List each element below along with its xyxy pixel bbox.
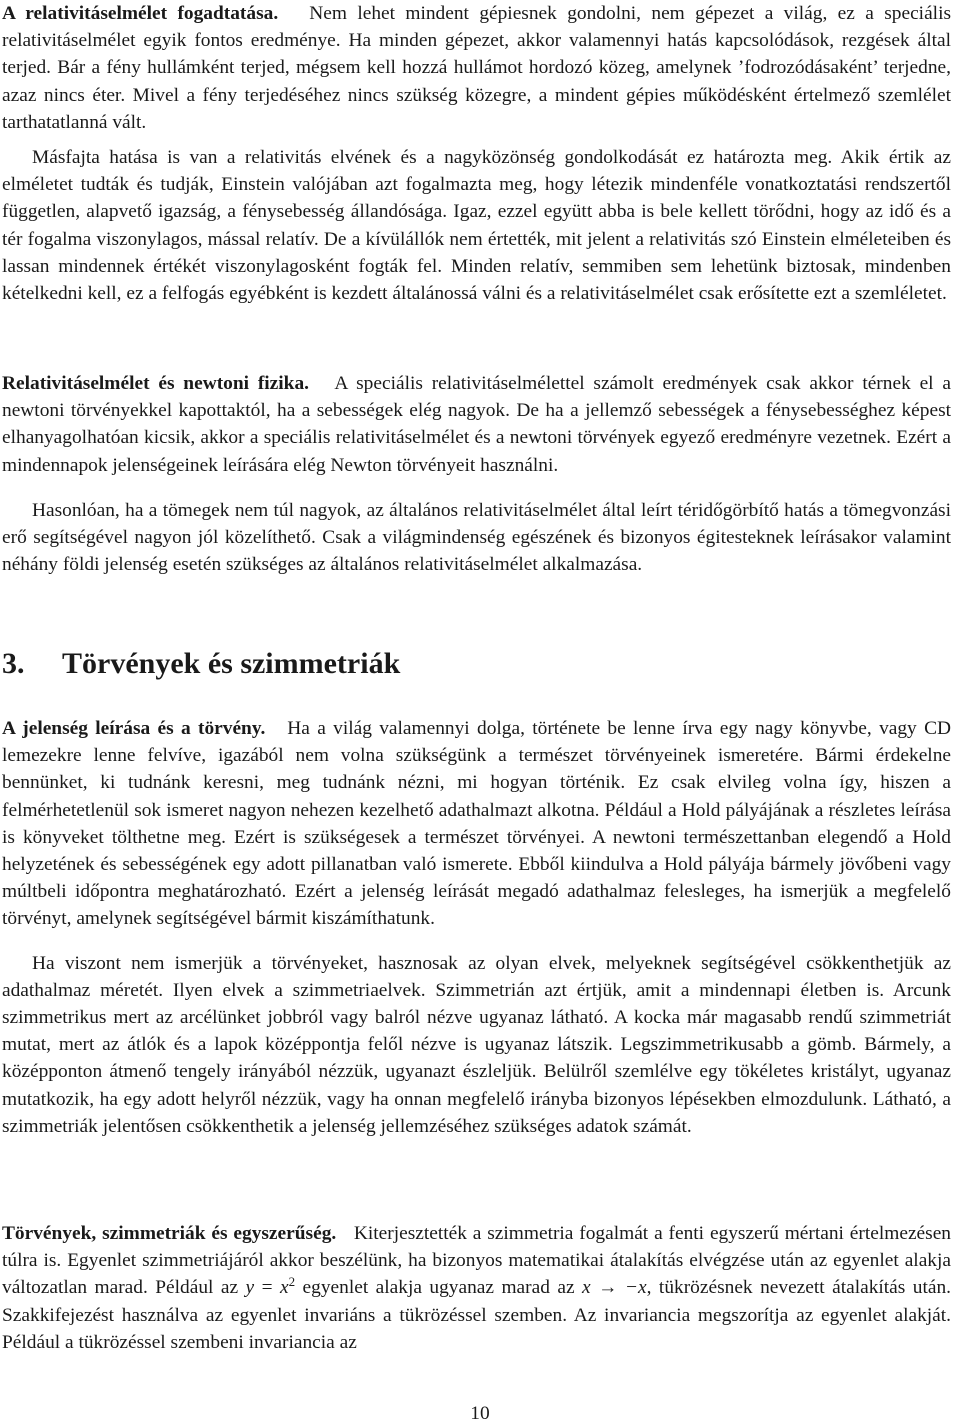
section-relativity-reception [2, 0, 951, 307]
run-in-heading: A jelenség leírása és a törvény. [2, 718, 266, 739]
run-in-heading: Törvények, szimmetriák és egyszerűség. [2, 1223, 337, 1244]
paragraph [2, 950, 951, 1140]
paragraph [2, 1220, 951, 1356]
paragraph-text: Kiterjesztették a szimmetria fogalmát a fenti egyszerű mértani értelmezésen túlra is. Egyenlet szimmetriájáról akkor beszélünk, ha bizonyos matematikai átalakítás elvégzése után az egyenlet alakja változatlan marad. Például az [2, 1223, 952, 1299]
section-heading [2, 646, 400, 682]
paragraph [2, 0, 951, 136]
run-in-heading: A relativitáselmélet fogadtatása. [2, 3, 279, 24]
equation-y-equals-x-squared: $y = x^2$ [245, 1274, 296, 1299]
section-phenomenon-law [2, 715, 951, 1140]
run-in-heading: Relativitáselmélet és newtoni fizika. [2, 373, 309, 394]
paragraph-text: egyenlet alakja ugyanaz marad az [302, 1277, 575, 1299]
paragraph [2, 370, 951, 479]
paragraph-text: A speciális relativitáselmélettel számolt eredmények csak akkor térnek el a newtoni törvényekkel kapottaktól, ha a sebességek elég nagyok. De ha a jellemző sebességek a fénysebességhez képest elhanyagolhatóan kicsik, akkor a speciális relativitáselmélet és a newtoni törvények egyező eredményre vezetnek. Ezért a mindennapok jelenségeinek leírására elég Newton törvényeit használni. [2, 373, 951, 476]
paragraph-text: Ha a világ valamennyi dolga, története be lenne írva egy nagy könyvbe, vagy CD lemezekre lenne felvíve, igazából nem volna szükségünk a természet törvényeinek ismeretére. Bármi érdekelne bennünket, ki tudnánk keresni, meg tudnánk nézni, mi hogyan történik. Ez csak elvileg volna így, hiszen a felmérhetetlenül sok ismeret nagyon nehezen kezelhető adathalmazt alkotna. Például a Hold pályájának a részletes leírása is könyveket tölthetne meg. Ezért is szükségesek a természet törvényei. A newtoni természettanban elegendő a Hold helyzetének és sebességének egy adott pillanatban való ismerete. Ebből kiindulva a Hold pályája bármely jövőbeni vagy múltbeli időpontra meghatározható. Ezért a jelenség leírását megadó adathalmaz felesleges, ha ismerjük a megfelelő törvényt, amelynek segítségével bármit kiszámíthatunk. [2, 718, 952, 930]
section-number: 3. [2, 647, 25, 680]
paragraph-text: Hasonlóan, ha a tömegek nem túl nagyok, az általános relativitáselmélet által leírt téridőgörbítő hatás a tömegvonzási erő segítségével nagyon jól közelíthető. Csak a világmindenség egészének és bizonyos égitesteknek leírásakor valamint néhány földi jelenség esetén szükséges az általános relativitáselmélet alkalmazása. [2, 499, 951, 576]
section-title: Törvények és szimmetriák [62, 647, 401, 680]
section-laws-symmetry-simplicity [2, 1220, 951, 1356]
paragraph-text: Nem lehet mindent gépiesnek gondolni, nem gépezet a világ, ez a speciális relativitáselmélet egyik fontos eredménye. Ha minden gépezet, akkor valamennyi hatás kapcsolódások, rezgések által terjed. Bár a fény hullámként terjed, mégsem kell hozzá hullámot hordozó közeg, amelynek ’fodrozódásaként’ terjedne, azaz nincs éter. Mivel a fény terjedéséhez nincs szükség közegre, a mindent gépies működésként értelmező szemlélet tarthatatlanná vált. [2, 3, 951, 133]
paragraph-text: Ha viszont nem ismerjük a törvényeket, hasznosak az olyan elvek, melyeknek segítségével csökkenthetjük az adathalmaz méretét. Ilyen elvek a szimmetriaelvek. Szimmetrián azt értjük, amit a mindennapi életben is. Arcunk szimmetrikus mert az arcélünket jobbról vagy balról nézve ugyanaz látható. A kocka már magasabb rendű szimmetriát mutat, mert az átlók és a lapok középpontja felől nézve is ugyanaz látszik. Legszimmetrikusabb a gömb. Bármely, a középponton átmenő tengely irányából nézzük, ugyanazt észleljük. Belülről szemlélve egy tökéletes kristályt, ugyanaz mutatkozik, ha egy adott helyről nézzük, vagy ha onnan megfelelő irányba bizonyos lépésekben elmozdulunk. Látható, a szimmetriák jelentősen csökkenthetik a jelenség jellemzéséhez szükséges adatok számát. [2, 952, 951, 1137]
page-number: 10 [470, 1403, 490, 1424]
equation-reflection: x → −x [582, 1277, 647, 1299]
paragraph [2, 715, 951, 933]
paragraph [2, 144, 951, 307]
section-relativity-newton [2, 370, 951, 578]
paragraph-text: Másfajta hatása is van a relativitás elvének és a nagyközönség gondolkodását ez határozta meg. Akik értik az elméletet tudták és tudják, Einstein valójában azt fogalmazta meg, hogy létezik mindenféle vonatkoztatási rendszertől független, alapvető igazság, a fénysebesség állandósága. Igaz, ezzel együtt abba is bele kellett törődni, hogy az idő és a tér fogalma viszonylagos, mással relatív. De a kívülállók nem értették, mit jelent a relativitás szó Einstein elméleteiben és lassan mindennek értékét viszonylagosként fogták fel. Minden relatív, semmiben sem lehetünk biztosak, mindenben kételkedni kell, ez a felfogás egyébként is kezdett általánossá válni és a relativitáselmélet csak erősítette ezt a szemléletet. [2, 147, 951, 305]
paragraph [2, 497, 951, 579]
paragraph-text: , tükrözésnek nevezett átalakítás után. Szakkifejezést használva az egyenlet invariáns a tükrözéssel szemben. Az invariancia megszorítja az egyenlet alakját. Például a tükrözéssel szembeni invariancia az [2, 1277, 952, 1353]
